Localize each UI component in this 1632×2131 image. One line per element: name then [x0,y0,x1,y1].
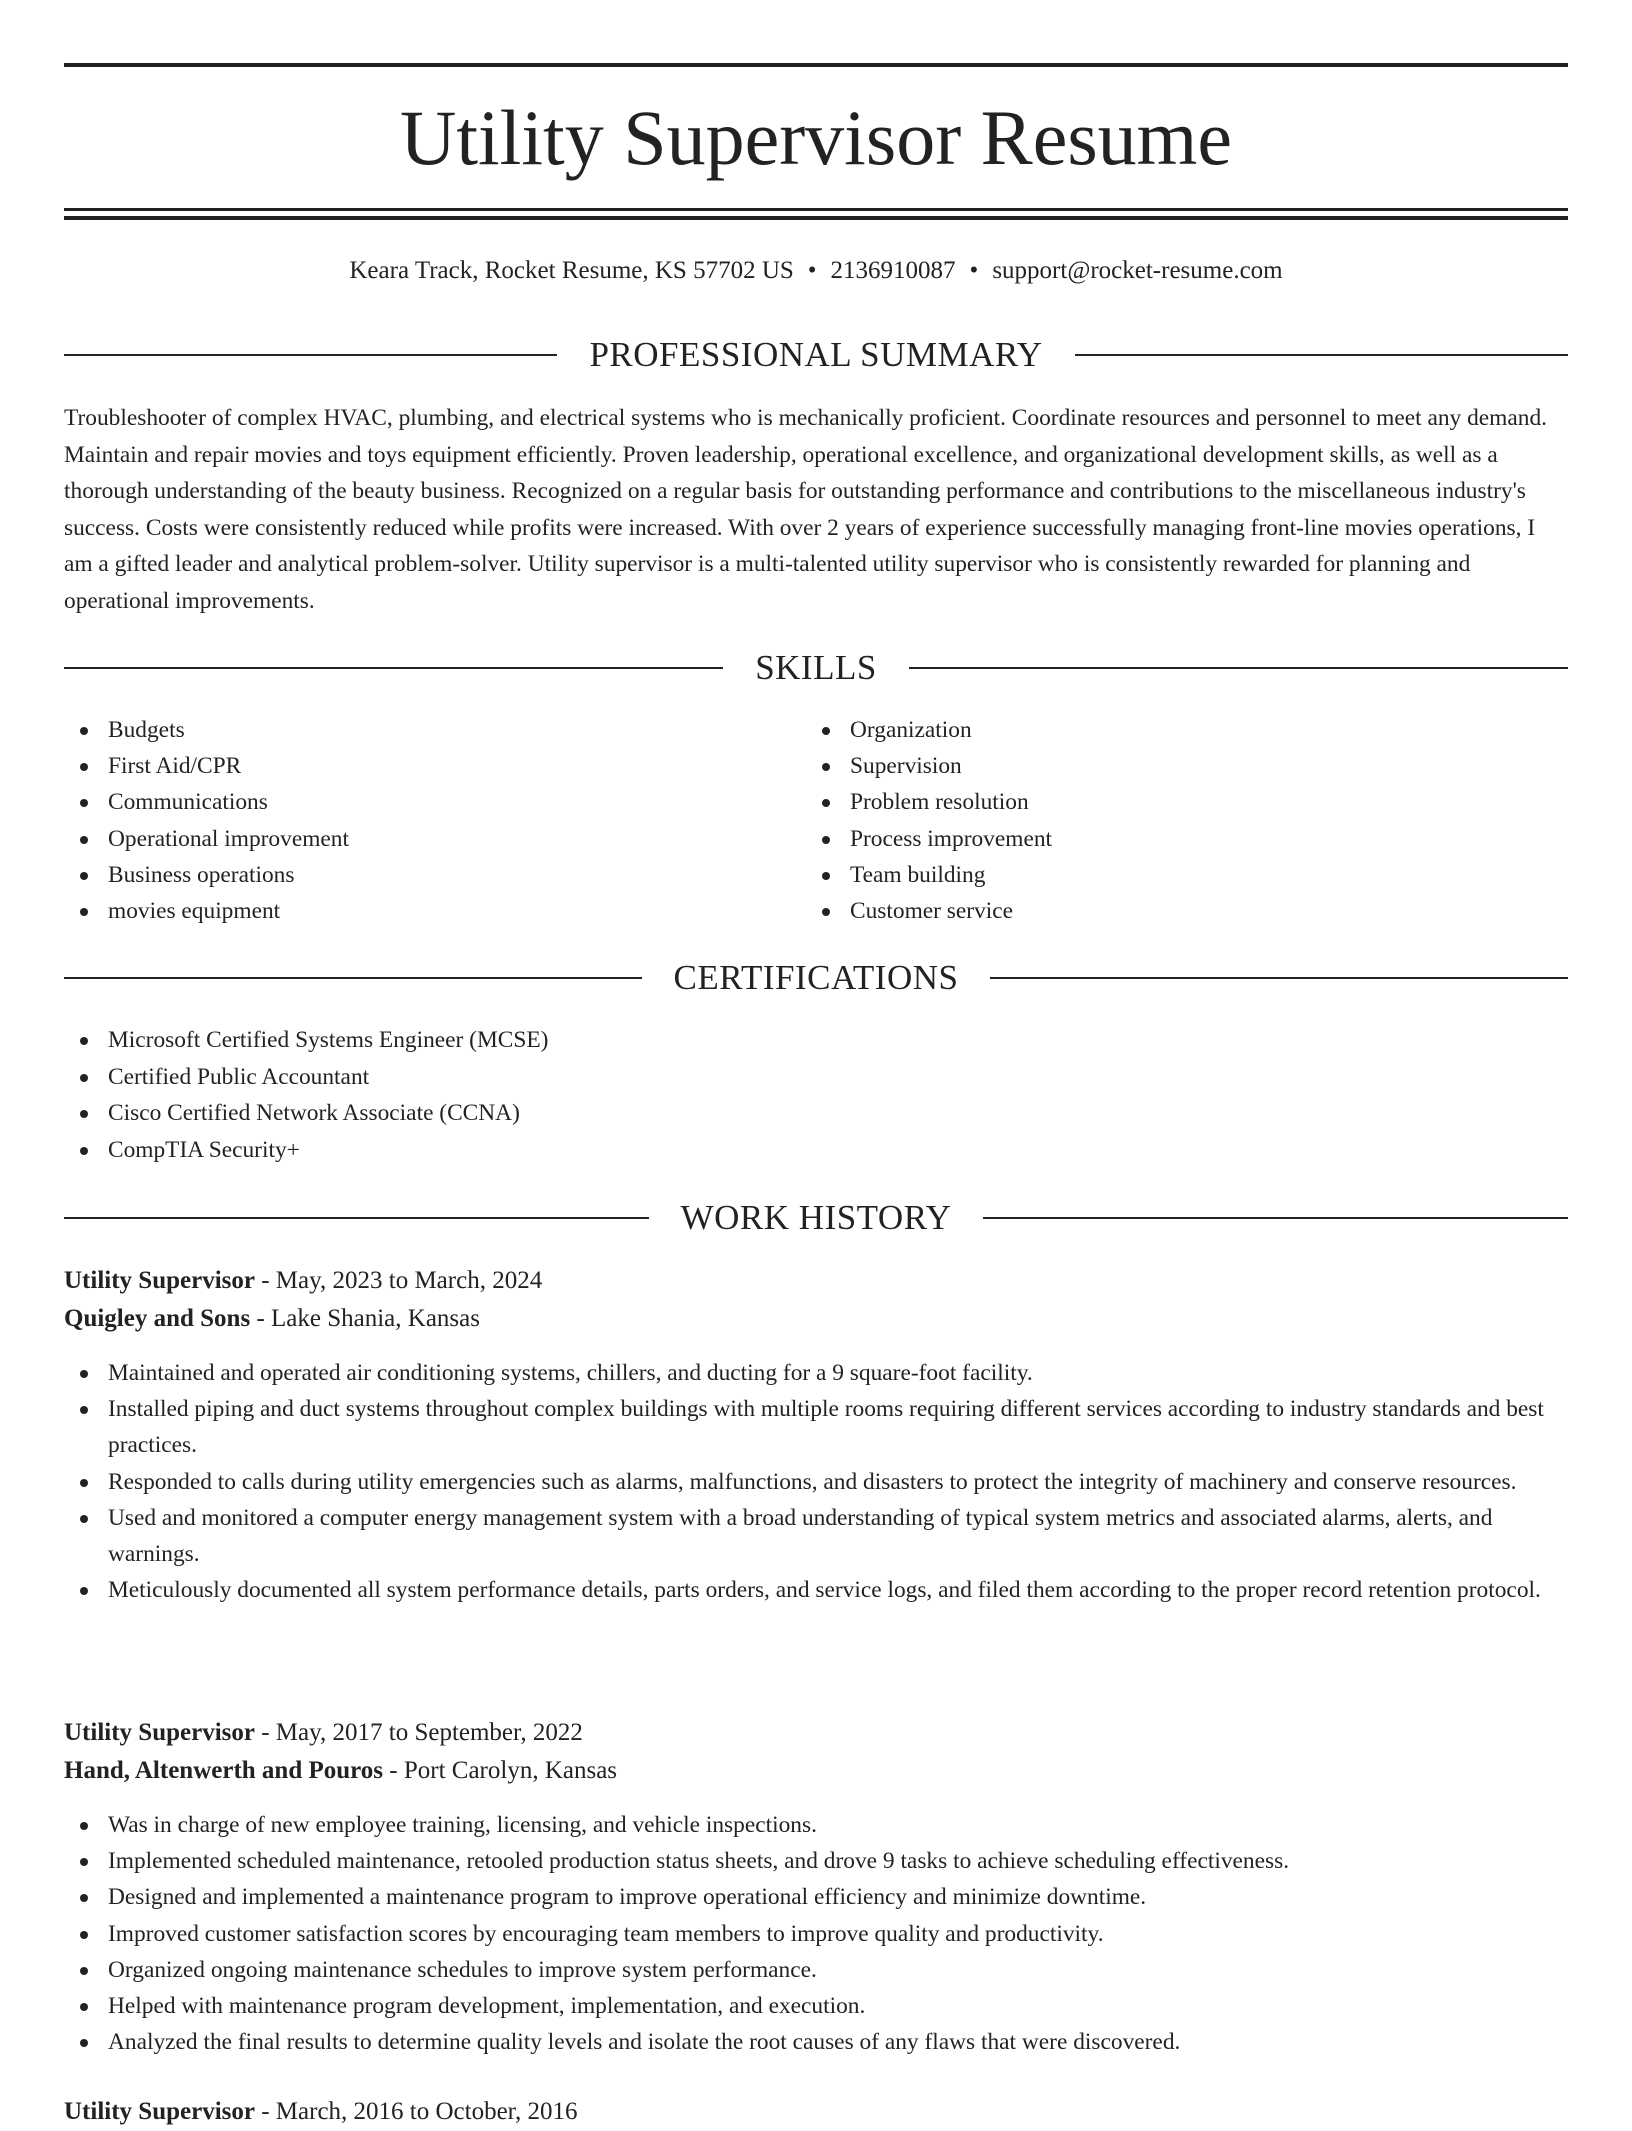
skill-item: Problem resolution [806,784,1546,820]
section-rule [64,1217,649,1219]
section-rule [990,977,1568,979]
job-duty: Was in charge of new employee training, licensing, and vehicle inspections. [64,1807,1568,1843]
contact-phone: 2136910087 [830,257,956,284]
section-title: WORK HISTORY [680,1198,952,1237]
title-rule-upper [64,208,1568,211]
section-title: PROFESSIONAL SUMMARY [589,335,1043,374]
contact-separator: • [807,257,817,284]
job-duty: Analyzed the final results to determine quality levels and isolate the root causes of any flaws that were discovered. [64,2024,1568,2060]
section-rule [983,1217,1568,1219]
skill-item: Customer service [806,893,1546,929]
contact-email: support@rocket-resume.com [992,257,1283,284]
contact-separator: • [969,257,979,284]
job-duties-list [64,1807,1568,2060]
job-role: Utility Supervisor [64,1267,255,1294]
section-rule [64,354,557,356]
certification-item: Certified Public Accountant [64,1059,1568,1096]
section-title: CERTIFICATIONS [673,958,959,997]
job-duty: Maintained and operated air conditioning systems, chillers, and ducting for a 9 square-foot facility. [64,1355,1568,1391]
job-duty: Improved customer satisfaction scores by encouraging team members to improve quality and productivity. [64,1916,1568,1952]
job-duty: Responded to calls during utility emergencies such as alarms, malfunctions, and disasters to protect the integrity of machinery and conserve resources. [64,1464,1568,1500]
skill-item: Budgets [64,712,804,748]
title-rule-lower [64,216,1568,220]
job-dates: - March, 2016 to October, 2016 [254,2098,578,2125]
job-location: - Port Carolyn, Kansas [383,1757,618,1784]
section-header-summary [64,333,1568,377]
resume-title: Utility Supervisor Resume [400,94,1232,181]
job-role-line [64,1262,1568,1300]
job-duty: Used and monitored a computer energy management system with a broad understanding of typical system metrics and associated alarms, alerts, and warnings. [64,1500,1568,1572]
summary-paragraph: Troubleshooter of complex HVAC, plumbing, and electrical systems who is mechanically proficient. Coordinate resources and personnel to meet any demand. Maintain and repair movies and toys equipment efficiently. Proven leadership, operational excellence, and organizational development skills, as well as a thorough understanding of the beauty business. Recognized on a regular basis for outstanding performance and contributions to the miscellaneous industry's success. Costs were consistently reduced while profits were increased. With over 2 years of experience successfully managing front-line movies operations, I am a gifted leader and analytical problem-solver. Utility supervisor is a multi-talented utility supervisor who is consistently rewarded for planning and operational improvements. [64,405,1547,614]
skill-item: Organization [806,712,1546,748]
section-header-skills [64,646,1568,690]
section-header-certifications [64,956,1568,1000]
section-rule [64,977,642,979]
job-company: Quigley and Sons [64,1305,251,1332]
job-location: - Lake Shania, Kansas [250,1305,480,1332]
skill-item: First Aid/CPR [64,748,804,784]
skills-list-left [64,712,804,929]
section-rule [1075,354,1568,356]
contact-line [64,254,1568,288]
skill-item: movies equipment [64,893,804,929]
job-duty: Designed and implemented a maintenance program to improve operational efficiency and minimize downtime. [64,1879,1568,1915]
job-company-line [64,1752,1568,1790]
job-role: Utility Supervisor [64,1719,255,1746]
job-duty: Organized ongoing maintenance schedules to improve system performance. [64,1952,1568,1988]
skill-item: Team building [806,857,1546,893]
skill-item: Business operations [64,857,804,893]
job-company: Hand, Altenwerth and Pouros [64,1757,384,1784]
certification-item: CompTIA Security+ [64,1132,1568,1169]
job-role-line [64,1714,1568,1752]
section-rule [64,667,723,669]
job-duty: Implemented scheduled maintenance, retooled production status sheets, and drove 9 tasks to achieve scheduling effectiveness. [64,1843,1568,1879]
job-company-line [64,1300,1568,1338]
job-duty: Installed piping and duct systems throughout complex buildings with multiple rooms requiring different services according to industry standards and best practices. [64,1391,1568,1463]
top-rule [64,63,1568,67]
job-duty: Meticulously documented all system performance details, parts orders, and service logs, and filed them according to the proper record retention protocol. [64,1572,1568,1608]
job-duties-list [64,1355,1568,1608]
skill-item: Communications [64,784,804,820]
job-duty: Helped with maintenance program development, implementation, and execution. [64,1988,1568,2024]
certification-item: Microsoft Certified Systems Engineer (MCSE) [64,1022,1568,1059]
job-dates: - May, 2017 to September, 2022 [254,1719,583,1746]
job-dates: - May, 2023 to March, 2024 [254,1267,543,1294]
section-rule [909,667,1568,669]
certifications-list [64,1022,1568,1168]
skill-item: Process improvement [806,821,1546,857]
skill-item: Supervision [806,748,1546,784]
contact-address: Keara Track, Rocket Resume, KS 57702 US [349,257,794,284]
skill-item: Operational improvement [64,821,804,857]
job-role-line [64,2093,1568,2131]
job-role: Utility Supervisor [64,2098,255,2125]
section-title: SKILLS [755,648,877,687]
certification-item: Cisco Certified Network Associate (CCNA) [64,1095,1568,1132]
skills-list-right [806,712,1546,929]
section-header-work-history [64,1196,1568,1240]
